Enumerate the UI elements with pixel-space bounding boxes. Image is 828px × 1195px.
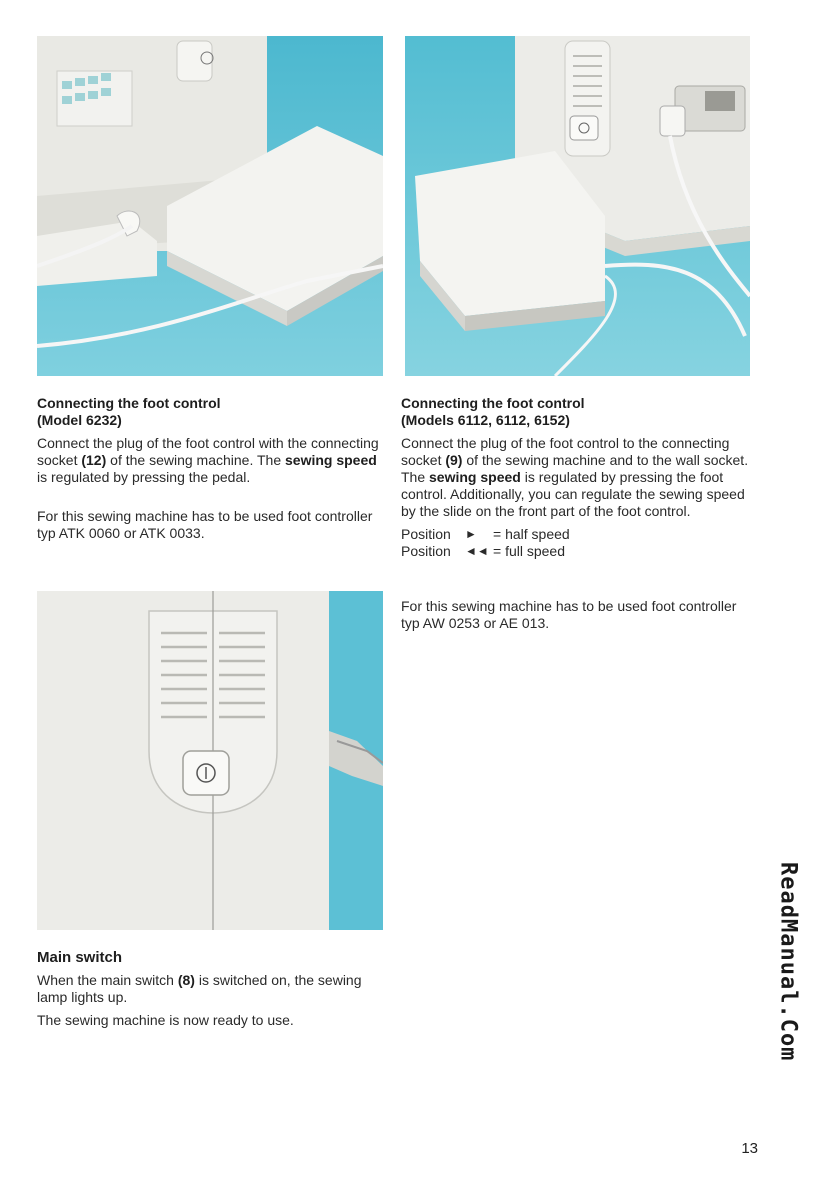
main-switch-photo <box>37 591 383 930</box>
position-row-full-speed <box>401 543 751 560</box>
text-run: Connect the plug of the foot control to the connecting socket <box>401 435 730 468</box>
ready-note: The sewing machine is now ready to use. <box>37 1012 294 1028</box>
heading-line-1: Connecting the foot control <box>37 395 221 411</box>
heading-line-1: Connecting the foot control <box>401 395 585 411</box>
heading-line-2: (Models 6112, 6112, 6152) <box>401 412 570 428</box>
instruction-paragraph <box>37 972 382 1006</box>
position-label: Position <box>401 526 451 542</box>
emphasis-sewing-speed: sewing speed <box>429 469 521 485</box>
foot-control-photo-model-6232 <box>37 36 383 376</box>
text-run: Connect the plug of the foot control with the connecting socket <box>37 435 379 468</box>
reference-number: (12) <box>81 452 107 468</box>
position-row-half-speed <box>401 526 751 543</box>
page-number: 13 <box>741 1140 758 1157</box>
main-switch-section <box>37 949 382 1029</box>
position-value: = full speed <box>493 543 565 559</box>
model-number: 6232 <box>86 412 118 428</box>
text-run: of the sewing machine and to the wall socket. The <box>401 452 749 485</box>
foot-control-section-models-6112-6152 <box>401 395 751 632</box>
foot-control-photo-models-6112-6152 <box>405 36 750 376</box>
position-label: Position <box>401 543 451 559</box>
section-heading: Main switch <box>37 949 123 966</box>
controller-type-note: For this sewing machine has to be used foot controller typ ATK 0060 or ATK 0033. <box>37 508 373 541</box>
speed-positions <box>401 526 751 560</box>
watermark: ReadManual.Com <box>775 862 801 1062</box>
section-heading <box>37 395 382 429</box>
heading-line-2 <box>37 412 122 428</box>
position-value: = half speed <box>493 526 570 542</box>
controller-type-note: For this sewing machine has to be used foot controller typ AW 0253 or AE 013. <box>401 598 737 631</box>
emphasis-sewing-speed: sewing speed <box>285 452 377 468</box>
foot-control-section-model-6232 <box>37 395 382 542</box>
heading-suffix: ) <box>117 412 122 428</box>
text-run: When the main switch <box>37 972 178 988</box>
text-run: is regulated by pressing the foot control. Additionally, you can regulate the sewing speed by the slide on the front part of the foot control. <box>401 469 745 519</box>
text-run: of the sewing machine. The <box>106 452 285 468</box>
instruction-paragraph <box>37 435 382 486</box>
text-run: is regulated by pressing the pedal. <box>37 469 251 485</box>
single-arrow-icon: ► <box>465 527 477 541</box>
text-run: is switched on, the sewing lamp lights up. <box>37 972 362 1005</box>
section-heading <box>401 395 751 429</box>
reference-number: (9) <box>445 452 463 468</box>
reference-number: (8) <box>177 972 195 988</box>
double-arrow-icon: ◄◄ <box>465 544 489 558</box>
heading-prefix: (Model <box>37 412 86 428</box>
instruction-paragraph <box>401 435 751 520</box>
